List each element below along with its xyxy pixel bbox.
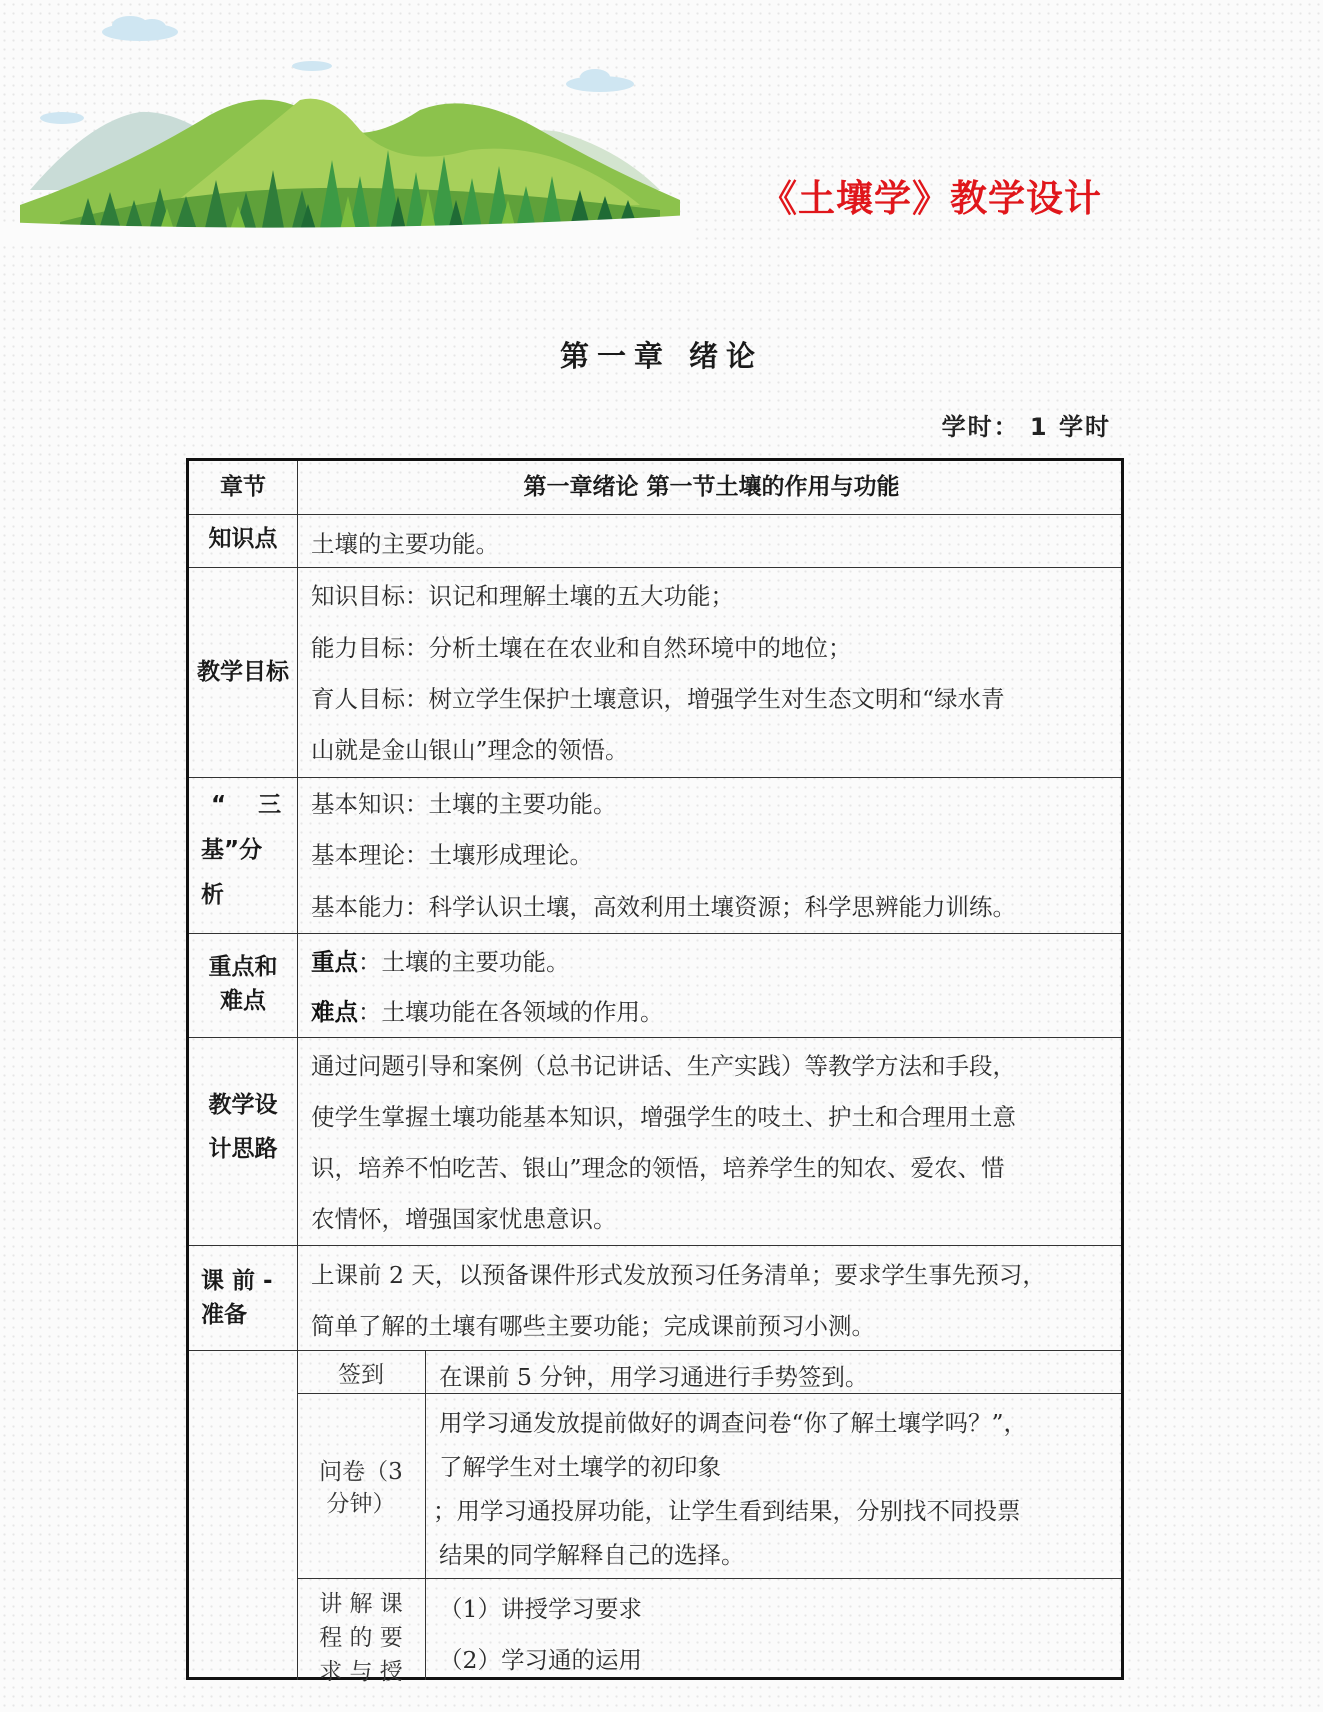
design-line: 使学生掌握土壤功能基本知识，增强学生的吱土、护土和合理用土意	[311, 1103, 1016, 1131]
step-name: 讲 解 课	[319, 1591, 403, 1617]
three-basics-label-line: 基”分	[201, 837, 263, 863]
objective-line: 育人目标：树立学生保护土壤意识，增强学生对生态文明和“绿水青	[311, 685, 1005, 713]
objective-line: 知识目标：识记和理解土壤的五大功能；	[311, 582, 734, 610]
prep-label-line: 准备	[201, 1302, 247, 1328]
step-line: 在课前 5 分钟，用学习通进行手势签到。	[439, 1363, 869, 1391]
difficult-point-line	[311, 993, 664, 1027]
chapter-title: 第一章 绪论	[559, 339, 764, 373]
three-basics-line: 基本知识：土壤的主要功能。	[311, 790, 617, 818]
step-name: 签到	[338, 1362, 384, 1388]
knowledge-value: 土壤的主要功能。	[311, 530, 499, 558]
design-line: 识，培养不怕吃苦、银山”理念的领悟，培养学生的知农、爱农、惜	[311, 1154, 1005, 1182]
class-hours: 学时： 1 学时	[941, 413, 1111, 441]
step-line: 了解学生对土壤学的初印象	[439, 1453, 721, 1481]
key-point-text: ：土壤的主要功能。	[358, 948, 570, 976]
design-line: 通过问题引导和案例（总书记讲话、生产实践）等教学方法和手段，	[311, 1052, 1016, 1080]
three-basics-line: 基本理论：土壤形成理论。	[311, 841, 593, 869]
design-line: 农情怀，增强国家忧患意识。	[311, 1205, 617, 1233]
step-line: 用学习通发放提前做好的调查问卷“你了解土壤学吗？”，	[439, 1409, 1028, 1437]
objective-line: 能力目标：分析土壤在在农业和自然环境中的地位；	[311, 634, 852, 662]
step-name: 分钟）	[326, 1491, 396, 1517]
knowledge-label: 知识点	[208, 526, 278, 552]
objective-line: 山就是金山银山”理念的领悟。	[311, 736, 629, 764]
step-line: ；用学习通投屏功能，让学生看到结果，分别找不同投票	[433, 1497, 1021, 1525]
three-basics-label-line: 析	[201, 882, 224, 908]
mountain-forest-banner	[0, 0, 690, 245]
prep-line: 简单了解的土壤有哪些主要功能；完成课前预习小测。	[311, 1312, 875, 1340]
key-point-line	[311, 943, 570, 977]
objectives-label: 教学目标	[197, 659, 289, 685]
key-points-label-line: 难点	[220, 988, 266, 1014]
key-points-label-line: 重点和	[208, 954, 278, 980]
prep-line: 上课前 2 天，以预备课件形式发放预习任务清单；要求学生事先预习，	[311, 1261, 1046, 1289]
chapter-label: 章节	[220, 474, 266, 500]
step-line: 结果的同学解释自己的选择。	[439, 1541, 745, 1569]
key-point-label: 重点	[311, 948, 358, 976]
design-label-line: 计思路	[208, 1136, 278, 1162]
three-basics-line: 基本能力：科学认识土壤，高效利用土壤资源；科学思辨能力训练。	[311, 893, 1016, 921]
document-title: 《土壤学》教学设计	[760, 177, 1102, 220]
prep-label-line: 课 前 -	[201, 1268, 273, 1294]
step-name: 问卷（3	[319, 1459, 403, 1485]
chapter-value: 第一章绪论 第一节土壤的作用与功能	[523, 474, 900, 500]
three-basics-label-line: “ 三	[211, 792, 282, 818]
step-line: （2）学习通的运用	[439, 1646, 642, 1674]
step-name: 程 的 要	[319, 1625, 403, 1651]
step-name: 求 与 授	[319, 1659, 403, 1685]
difficult-point-text: ：土壤功能在各领域的作用。	[358, 998, 664, 1026]
design-label-line: 教学设	[208, 1092, 278, 1118]
step-line: （1）讲授学习要求	[439, 1595, 642, 1623]
difficult-point-label: 难点	[311, 998, 358, 1026]
lesson-plan-table	[186, 458, 1124, 1685]
